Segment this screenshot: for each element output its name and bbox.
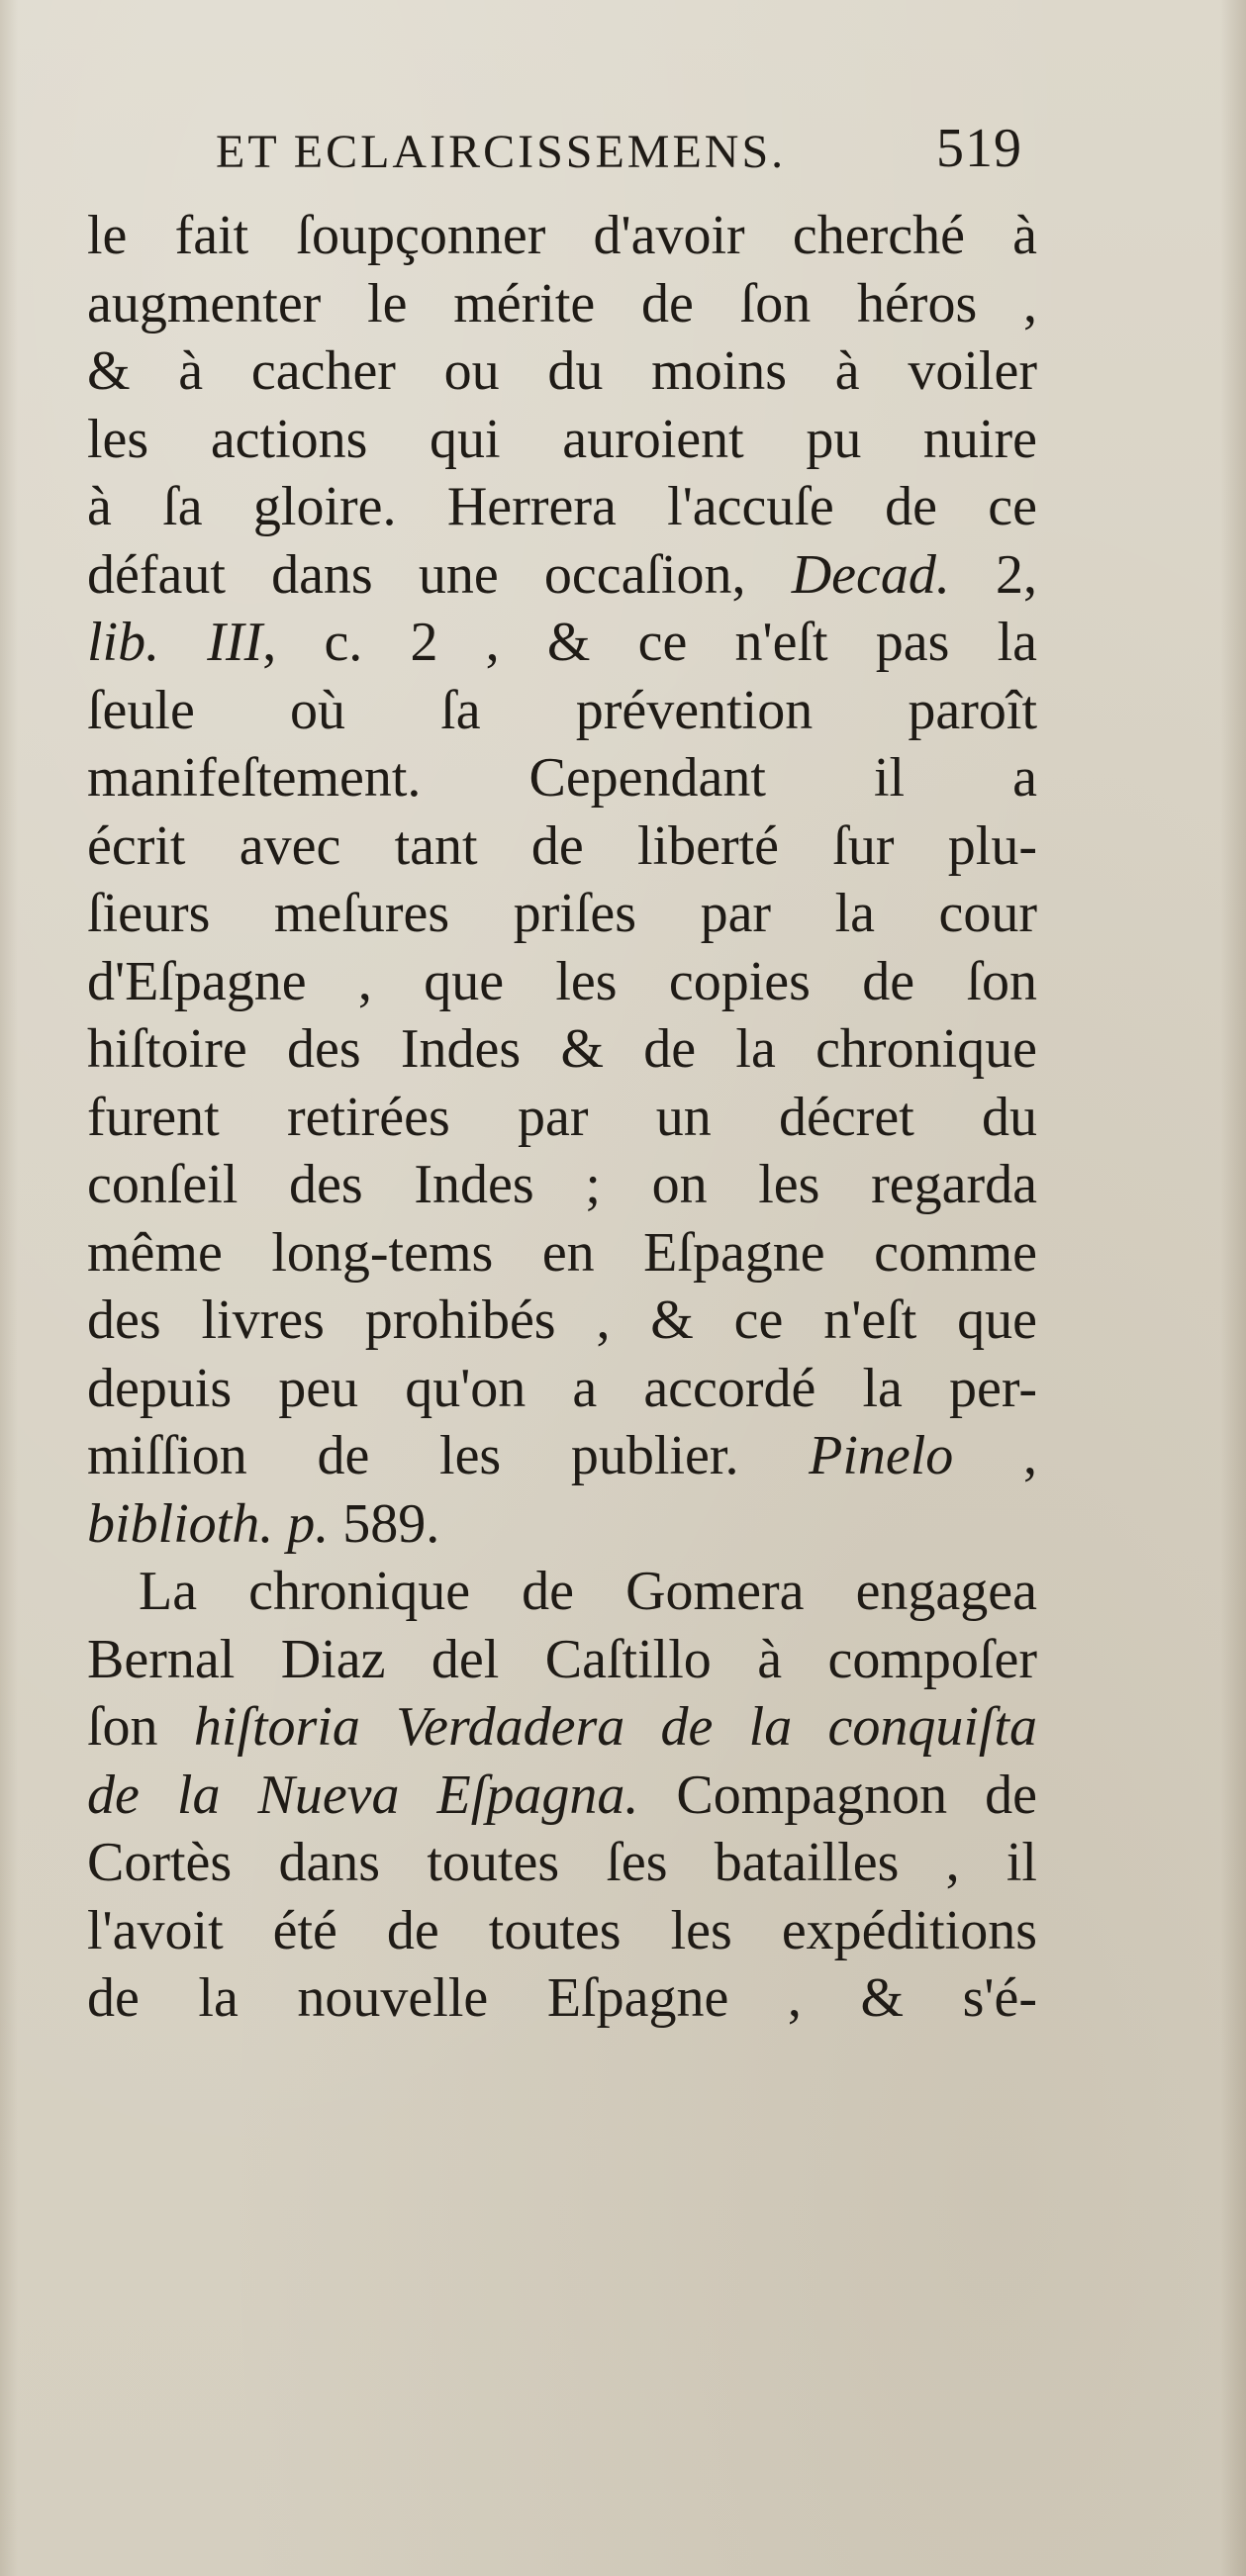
citation-italic: Pinelo <box>809 1425 954 1486</box>
text-line: manifeſtement. Cependant il a <box>87 747 1037 809</box>
book-title-italic: hiſtoria Verdadera de la conquiſta <box>193 1696 1037 1758</box>
text-line: depuis peu qu'on a accordé la per- <box>87 1357 1037 1419</box>
text-line: miſſion de les publier. Pinelo , <box>87 1425 1037 1486</box>
page-number: 519 <box>936 118 1022 179</box>
running-head-title: ET ECLAIRCISSEMENS. <box>216 126 787 178</box>
text-line: les actions qui auroient pu nuire <box>87 408 1037 470</box>
text-line: même long-tems en Eſpagne comme <box>87 1221 1037 1284</box>
text-line: augmenter le mérite de ſon héros , <box>87 272 1037 334</box>
text-line-paragraph-end: biblioth. p. 589. <box>87 1492 440 1555</box>
text-line: hiſtoire des Indes & de la chronique <box>87 1018 1037 1080</box>
text-line: & à cacher ou du moins à voiler <box>87 340 1037 402</box>
text-line: de la Nueva Eſpagna. Compagnon de <box>87 1764 1037 1826</box>
text-line: à ſa gloire. Herrera l'accuſe de ce <box>87 476 1037 537</box>
text-line: ſieurs meſures priſes par la cour <box>87 883 1037 944</box>
citation-italic: lib. III <box>87 612 263 673</box>
text-line: ſon hiſtoria Verdadera de la conquiſta <box>87 1696 1037 1758</box>
running-head <box>87 119 1037 202</box>
text-line: de la nouvelle Eſpagne , & s'é- <box>87 1967 1037 2029</box>
citation-italic: biblioth. p. <box>87 1492 330 1555</box>
book-title-italic: de la Nueva Eſpagna. <box>87 1764 639 1826</box>
text-line: furent retirées par un décret du <box>87 1086 1037 1148</box>
citation-italic: Decad. <box>791 543 950 606</box>
text-line: d'Eſpagne , que les copies de ſon <box>87 950 1037 1012</box>
text-line: l'avoit été de toutes les expéditions <box>87 1899 1037 1961</box>
text-line: écrit avec tant de liberté ſur plu- <box>87 814 1037 877</box>
text-line: ſeule où ſa prévention paroît <box>87 679 1037 741</box>
text-line: Cortès dans toutes ſes batailles , il <box>87 1832 1037 1893</box>
text-line: défaut dans une occaſion, Decad. 2, <box>87 543 1038 606</box>
text-line: le fait ſoupçonner d'avoir cherché à <box>87 205 1037 266</box>
text-line-paragraph-start: La chronique de Gomera engagea <box>139 1561 1037 1622</box>
text-line: des livres prohibés , & ce n'eſt que <box>87 1289 1037 1351</box>
text-block <box>87 119 1037 2033</box>
text-line: Bernal Diaz del Caſtillo à compoſer <box>87 1628 1037 1690</box>
text-line: lib. III, c. 2 , & ce n'eſt pas la <box>87 612 1037 673</box>
text-line: conſeil des Indes ; on les regarda <box>87 1154 1037 1215</box>
